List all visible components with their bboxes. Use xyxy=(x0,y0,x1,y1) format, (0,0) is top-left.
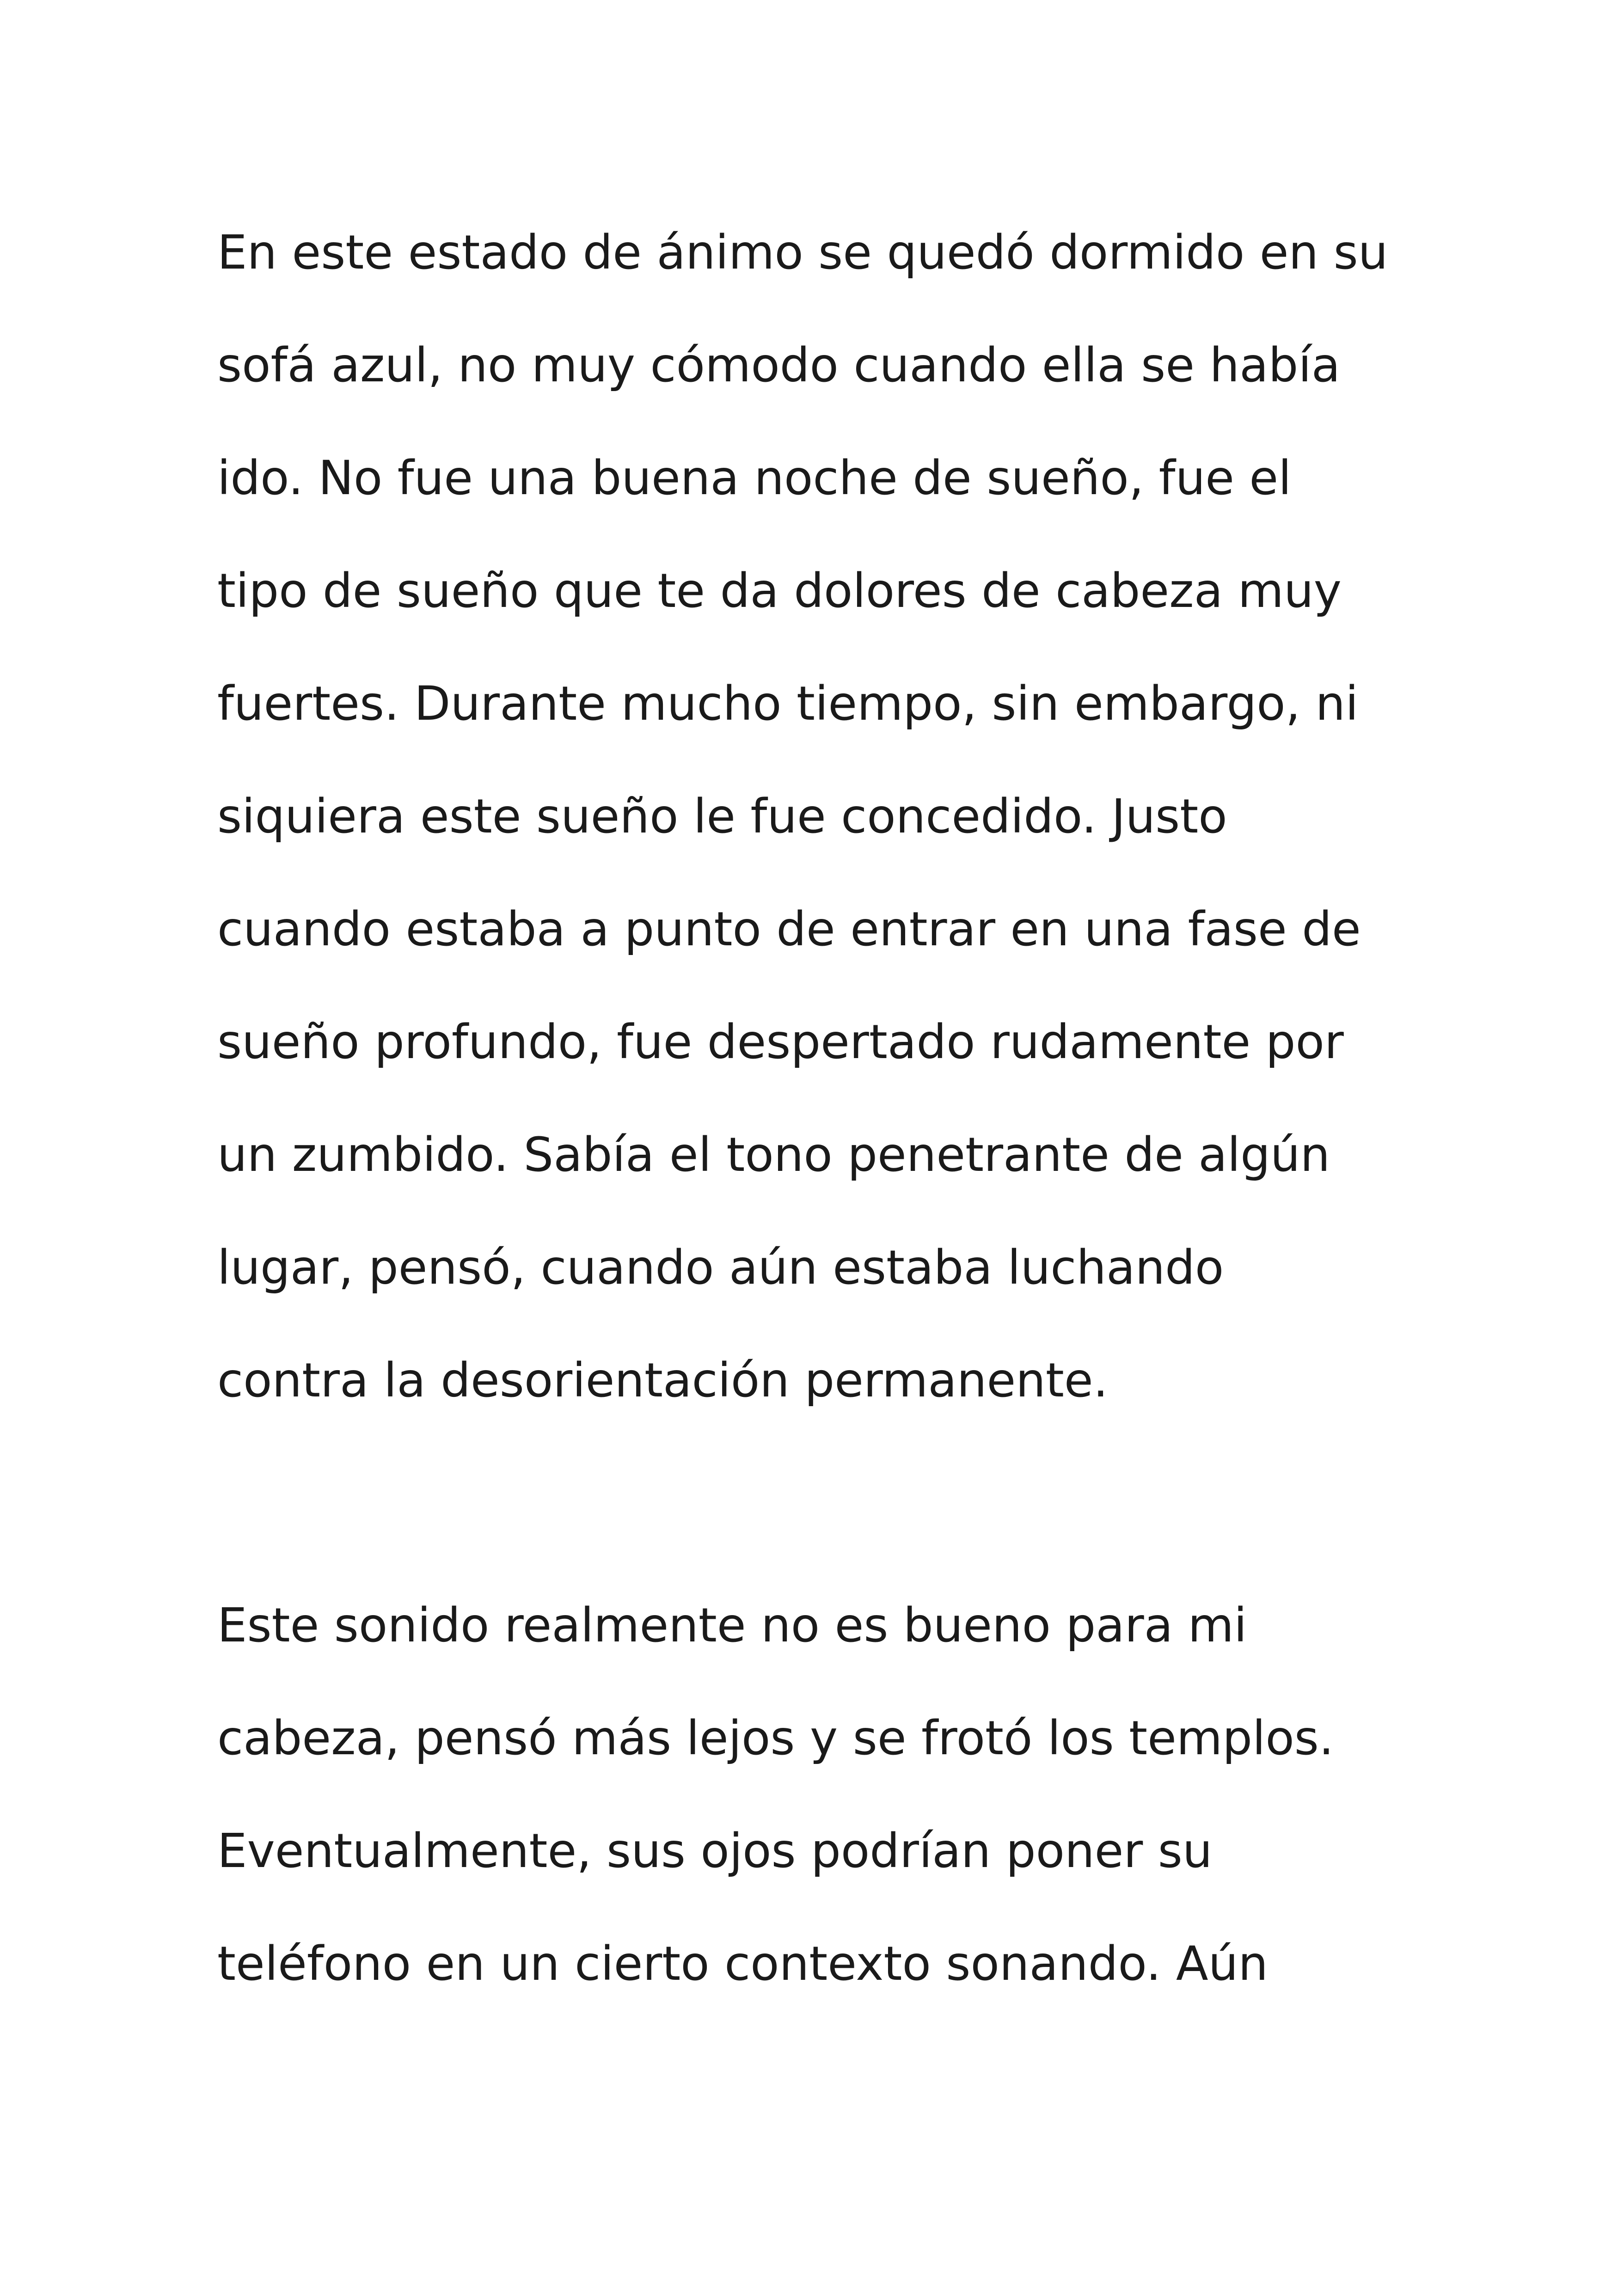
paragraph-line: Eventualmente, sus ojos podrían poner su xyxy=(217,1824,1213,1879)
paragraph-line: lugar, pensó, cuando aún estaba luchando xyxy=(217,1240,1224,1295)
paragraph-line: tipo de sueño que te da dolores de cabeza muy xyxy=(217,563,1342,618)
paragraph-line: teléfono en un cierto contexto sonando. Aún xyxy=(217,1936,1268,1991)
paragraph-line: sofá azul, no muy cómodo cuando ella se había xyxy=(217,338,1341,393)
paragraph-1 xyxy=(217,196,1465,1437)
paragraph-line: contra la desorientación permanente. xyxy=(217,1353,1109,1408)
paragraph-line: sueño profundo, fue despertado rudamente por xyxy=(217,1015,1344,1070)
paragraph-line: fuertes. Durante mucho tiempo, sin embargo, ni xyxy=(217,676,1359,731)
paragraph-line: Este sonido realmente no es bueno para mi xyxy=(217,1598,1247,1653)
paragraph-line: En este estado de ánimo se quedó dormido en su xyxy=(217,225,1388,280)
paragraph-line: un zumbido. Sabía el tono penetrante de algún xyxy=(217,1127,1330,1182)
paragraph-line: cuando estaba a punto de entrar en una fase de xyxy=(217,902,1361,957)
paragraph-line: ido. No fue una buena noche de sueño, fue el xyxy=(217,451,1292,506)
paragraph-line: cabeza, pensó más lejos y se frotó los templos. xyxy=(217,1711,1334,1766)
paragraph-line: siquiera este sueño le fue concedido. Justo xyxy=(217,789,1227,844)
paragraph-2 xyxy=(217,1569,1465,2020)
